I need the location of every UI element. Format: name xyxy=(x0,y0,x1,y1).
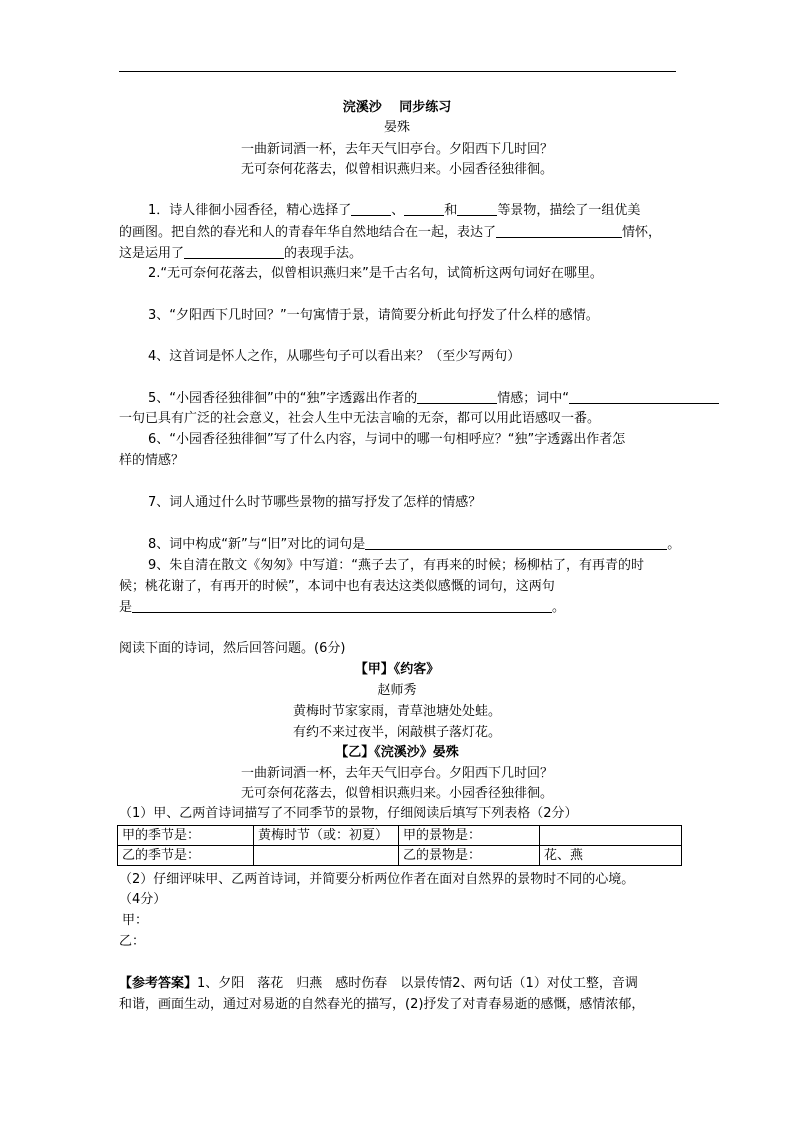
question-6-line-1: 6、“小园香径独徘徊”写了什么内容，与词中的哪一句相呼应？“独”字透露出作者怎 xyxy=(148,432,626,447)
reference-answer-line-2: 和谐，画面生动，通过对易逝的自然春光的描写，(2)抒发了对青春易逝的感慨，感情浓郁， xyxy=(119,997,645,1012)
question-6-line-2: 样的情感？ xyxy=(119,453,185,468)
poem-yi-line-2: 无可奈何花落去，似曾相识燕归来。小园香径独徘徊。 xyxy=(240,786,553,801)
poem-jia-title: 【甲】《约客》 xyxy=(354,662,440,677)
table-row xyxy=(118,846,682,866)
answer-blank[interactable] xyxy=(569,389,719,404)
answer-blank[interactable] xyxy=(365,535,667,550)
question-1-line-3: 这是运用了 的表现手法。 xyxy=(119,246,363,261)
table-cell: 甲的季节是： xyxy=(118,826,254,846)
season-scenery-table xyxy=(117,825,682,866)
table-cell: 甲的景物是： xyxy=(399,826,540,846)
question-5-line-2: 一句已具有广泛的社会意义，社会人生中无法言喻的无奈，都可以用此语感叹一番。 xyxy=(119,411,601,426)
poem-jia-line-2: 有约不来过夜半，闲敲棋子落灯花。 xyxy=(292,725,501,740)
answer-blank[interactable] xyxy=(417,389,497,404)
sub-question-2-line-1: （2）仔细评味甲、乙两首诗词，并简要分析两位作者在面对自然界的景物时不同的心境。 xyxy=(119,872,635,887)
table-cell: 乙的景物是： xyxy=(399,846,540,866)
question-4: 4、这首词是怀人之作，从哪些句子可以看出来？（至少写两句） xyxy=(148,349,521,364)
answer-label-yi: 乙： xyxy=(119,934,146,949)
poem-line-2: 无可奈何花落去，似曾相识燕归来。小园香径独徘徊。 xyxy=(240,162,553,177)
question-9-line-1: 9、朱自清在散文《匆匆》中写道：“燕子去了，有再来的时候；杨柳枯了，有再青的时 xyxy=(148,558,645,573)
question-1-line-1: 1．诗人徘徊小园香径，精心选择了 、 和 等景物，描绘了一组优美 xyxy=(148,203,641,218)
question-9-line-3: 是 。 xyxy=(119,600,566,615)
answer-blank[interactable] xyxy=(184,244,284,259)
question-2: 2.“无可奈何花落去，似曾相识燕归来”是千古名句，试简析这两句词好在哪里。 xyxy=(148,266,603,281)
answer-blank[interactable] xyxy=(351,201,391,216)
answer-blank[interactable] xyxy=(457,201,497,216)
table-cell: 黄梅时节（或：初夏） xyxy=(254,826,399,846)
poem-line-1: 一曲新词酒一杯，去年天气旧亭台。夕阳西下几时回？ xyxy=(240,142,553,157)
table-cell[interactable] xyxy=(540,826,682,846)
poem-author: 晏殊 xyxy=(383,120,410,135)
question-1-line-2: 的画图。把自然的春光和人的青春年华自然地结合在一起，表达了 情怀， xyxy=(119,225,662,240)
question-7: 7、词人通过什么时节哪些景物的描写抒发了怎样的情感？ xyxy=(148,495,482,510)
poem-yi-line-1: 一曲新词酒一杯，去年天气旧亭台。夕阳西下几时回？ xyxy=(240,766,553,781)
poem-jia-author: 赵师秀 xyxy=(377,683,417,698)
page-title: 浣溪沙 同步练习 xyxy=(342,100,452,115)
sub-question-2-line-2: （4分） xyxy=(119,892,167,907)
table-cell: 花、燕 xyxy=(540,846,682,866)
poem-jia-line-1: 黄梅时节家家雨，青草池塘处处蛙。 xyxy=(292,704,501,719)
question-5-line-1: 5、“小园香径独徘徊”中的“独”字透露出作者的 情感；词中“ xyxy=(148,389,719,409)
answer-label-jia: 甲： xyxy=(122,913,149,928)
header-rule xyxy=(119,71,676,72)
reading-intro: 阅读下面的诗词，然后回答问题。(6分) xyxy=(119,641,346,656)
answer-blank[interactable] xyxy=(496,223,622,238)
table-row xyxy=(118,826,682,846)
sub-question-1: （1）甲、乙两首诗词描写了不同季节的景物，仔细阅读后填写下列表格（2分） xyxy=(119,806,578,821)
answer-blank[interactable] xyxy=(404,201,444,216)
table-cell: 乙的季节是： xyxy=(118,846,254,866)
question-8: 8、词中构成“新”与“旧”对比的词句是 。 xyxy=(148,537,681,552)
reference-answer-line-1: 【参考答案】1、夕阳 落花 归燕 感时伤春 以景传情2、两句话（1）对仗工整，音调 xyxy=(119,976,638,991)
question-3: 3、“夕阳西下几时回？”一句寓情于景，请简要分析此句抒发了什么样的感情。 xyxy=(148,308,599,323)
question-9-line-2: 候；桃花谢了，有再开的时候”，本词中也有表达这类似感慨的词句，这两句 xyxy=(119,579,555,594)
answer-blank[interactable] xyxy=(132,598,552,613)
table-cell[interactable] xyxy=(254,846,399,866)
poem-yi-title: 【乙】《浣溪沙》晏殊 xyxy=(335,745,459,760)
